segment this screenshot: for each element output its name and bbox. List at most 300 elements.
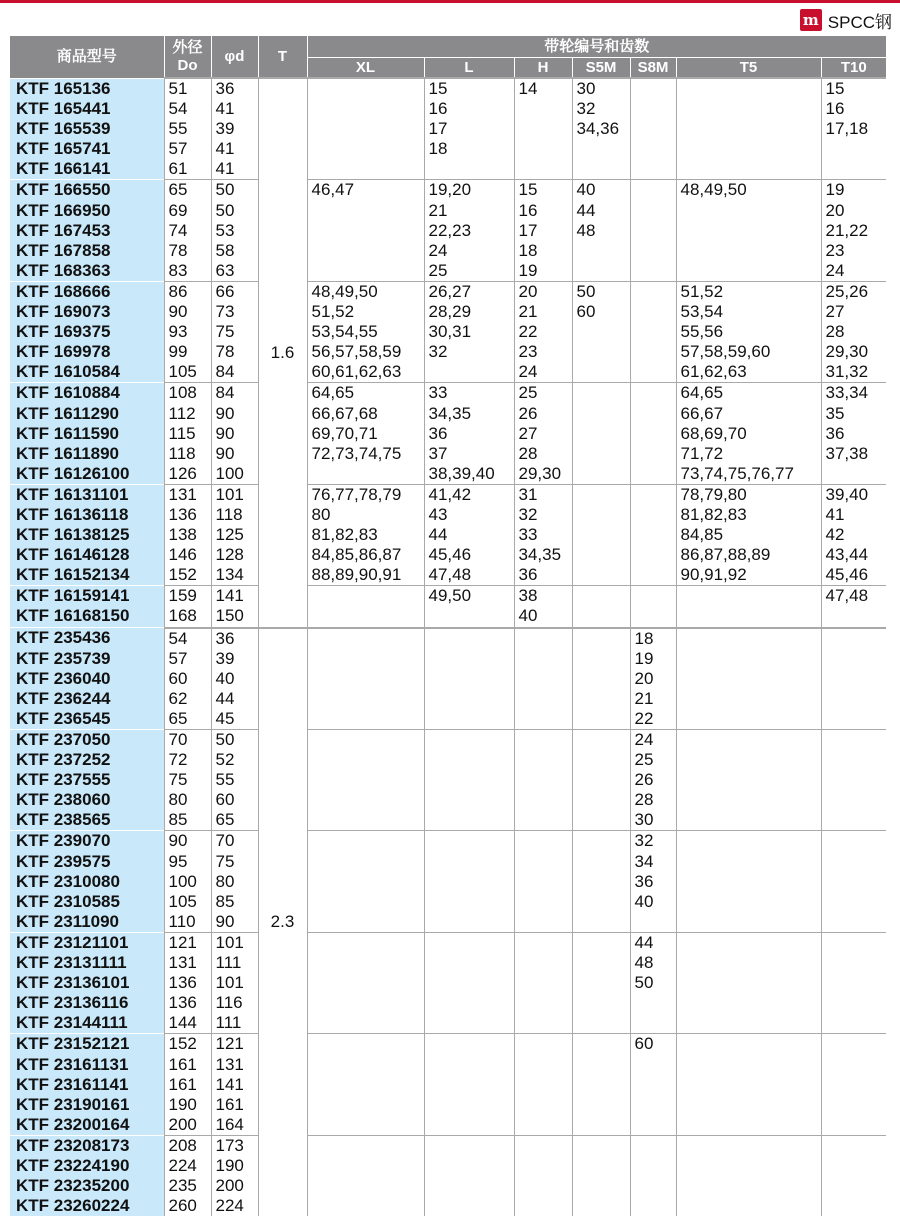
- outer-diameter-cell: 161: [164, 1055, 211, 1075]
- teeth-value: 44: [576, 200, 596, 220]
- bore-cell: 134: [211, 565, 258, 586]
- model-cell: KTF 1611890: [10, 444, 164, 464]
- outer-diameter-cell: 126: [164, 464, 211, 485]
- header-col-l: L: [424, 58, 514, 79]
- teeth-value: 15: [825, 79, 845, 98]
- teeth-value: 45,46: [825, 565, 869, 585]
- outer-diameter-cell: 80: [164, 790, 211, 810]
- outer-diameter-cell: 86: [164, 281, 211, 302]
- model-cell: KTF 169978: [10, 342, 164, 362]
- bore-cell: 111: [211, 953, 258, 973]
- model-cell: KTF 23224190: [10, 1156, 164, 1176]
- teeth-cell-xl: [307, 1034, 424, 1135]
- teeth-value: 27: [825, 302, 845, 322]
- bore-cell: 85: [211, 892, 258, 912]
- model-cell: KTF 23136101: [10, 973, 164, 993]
- outer-diameter-cell: 65: [164, 709, 211, 730]
- teeth-cell-t5: [676, 1034, 821, 1135]
- outer-diameter-cell: 100: [164, 872, 211, 892]
- table-row: [10, 1034, 886, 1055]
- model-cell: KTF 239070: [10, 831, 164, 852]
- teeth-value: 22: [634, 708, 654, 728]
- bore-cell: 128: [211, 545, 258, 565]
- model-cell: KTF 16126100: [10, 464, 164, 485]
- teeth-value: 49,50: [428, 586, 472, 606]
- teeth-value: 44: [634, 932, 654, 952]
- model-cell: KTF 16138125: [10, 525, 164, 545]
- outer-diameter-cell: 190: [164, 1095, 211, 1115]
- outer-diameter-cell: 99: [164, 342, 211, 362]
- outer-diameter-cell: 110: [164, 912, 211, 933]
- teeth-value: 29,30: [825, 342, 869, 362]
- model-cell: KTF 238565: [10, 810, 164, 831]
- teeth-cell-xl: [307, 586, 424, 628]
- teeth-value: 55,56: [680, 322, 724, 342]
- model-cell: KTF 23161141: [10, 1075, 164, 1095]
- teeth-cell-s8m: [630, 484, 676, 585]
- bore-cell: 60: [211, 790, 258, 810]
- outer-diameter-cell: 152: [164, 1034, 211, 1055]
- table-body: [10, 78, 886, 1216]
- outer-diameter-cell: 75: [164, 770, 211, 790]
- outer-diameter-cell: 55: [164, 119, 211, 139]
- outer-diameter-cell: 208: [164, 1135, 211, 1156]
- bore-cell: 116: [211, 993, 258, 1013]
- teeth-value: 81,82,83: [311, 525, 378, 545]
- teeth-value: 43,44: [825, 545, 869, 565]
- teeth-value: 64,65: [311, 383, 355, 403]
- teeth-value: 31,32: [825, 362, 869, 382]
- teeth-cell-h: [514, 281, 572, 382]
- outer-diameter-cell: 108: [164, 383, 211, 404]
- teeth-cell-s5m: [572, 484, 630, 585]
- teeth-value: 25: [428, 260, 448, 280]
- teeth-value: 28: [634, 790, 654, 810]
- teeth-value: 48: [576, 220, 596, 240]
- teeth-value: 24: [518, 362, 538, 382]
- bore-cell: 90: [211, 404, 258, 424]
- outer-diameter-cell: 95: [164, 852, 211, 872]
- teeth-value: 30: [576, 79, 596, 98]
- teeth-value: 23: [825, 240, 845, 260]
- teeth-cell-l: [424, 180, 514, 281]
- model-cell: KTF 23121101: [10, 932, 164, 953]
- brand-logo-icon: m: [800, 9, 822, 31]
- teeth-value: 18: [518, 240, 538, 260]
- teeth-value: 47,48: [428, 565, 472, 585]
- model-cell: KTF 166550: [10, 180, 164, 201]
- table-row: [10, 484, 886, 505]
- model-cell: KTF 2310080: [10, 872, 164, 892]
- model-cell: KTF 16159141: [10, 586, 164, 607]
- teeth-value: 73,74,75,76,77: [680, 463, 794, 483]
- outer-diameter-cell: 78: [164, 241, 211, 261]
- teeth-value: 88,89,90,91: [311, 565, 402, 585]
- teeth-cell-t10: [821, 484, 886, 585]
- model-cell: KTF 1610884: [10, 383, 164, 404]
- teeth-cell-h: [514, 1135, 572, 1216]
- teeth-value: 71,72: [680, 443, 724, 463]
- teeth-cell-xl: [307, 180, 424, 281]
- teeth-value: 30,31: [428, 322, 472, 342]
- model-cell: KTF 167858: [10, 241, 164, 261]
- model-cell: KTF 23152121: [10, 1034, 164, 1055]
- bore-cell: 39: [211, 119, 258, 139]
- bore-cell: 121: [211, 1034, 258, 1055]
- bore-cell: 84: [211, 383, 258, 404]
- teeth-value: 34,35: [428, 403, 472, 423]
- teeth-cell-t10: [821, 383, 886, 484]
- outer-diameter-cell: 54: [164, 628, 211, 649]
- model-cell: KTF 2311090: [10, 912, 164, 933]
- table-row: [10, 932, 886, 953]
- outer-diameter-cell: 161: [164, 1075, 211, 1095]
- teeth-value: 60: [634, 1034, 654, 1054]
- bore-cell: 100: [211, 464, 258, 485]
- teeth-value: 40: [634, 891, 654, 911]
- teeth-value: 41,42: [428, 484, 472, 504]
- header-col-s8m: S8M: [630, 58, 676, 79]
- teeth-value: 19: [634, 648, 654, 668]
- teeth-cell-l: [424, 831, 514, 932]
- teeth-value: 61,62,63: [680, 362, 747, 382]
- thickness-cell: 2.3: [258, 628, 307, 1217]
- bore-cell: 141: [211, 586, 258, 607]
- teeth-cell-l: [424, 932, 514, 1033]
- teeth-cell-xl: [307, 730, 424, 831]
- teeth-cell-xl: [307, 484, 424, 585]
- teeth-cell-s5m: [572, 180, 630, 281]
- teeth-value: 20: [825, 200, 845, 220]
- teeth-cell-t10: [821, 628, 886, 730]
- model-cell: KTF 23131111: [10, 953, 164, 973]
- bore-cell: 118: [211, 505, 258, 525]
- teeth-cell-h: [514, 932, 572, 1033]
- bore-cell: 53: [211, 221, 258, 241]
- outer-diameter-cell: 74: [164, 221, 211, 241]
- model-cell: KTF 235436: [10, 628, 164, 649]
- teeth-value: 19,20: [428, 180, 472, 200]
- bore-cell: 50: [211, 180, 258, 201]
- teeth-cell-s8m: [630, 730, 676, 831]
- teeth-cell-s8m: [630, 932, 676, 1033]
- bore-cell: 101: [211, 973, 258, 993]
- teeth-value: 22: [518, 322, 538, 342]
- teeth-value: 37: [428, 443, 448, 463]
- model-cell: KTF 239575: [10, 852, 164, 872]
- bore-cell: 141: [211, 1075, 258, 1095]
- model-cell: KTF 167453: [10, 221, 164, 241]
- bore-cell: 41: [211, 159, 258, 180]
- outer-diameter-cell: 112: [164, 404, 211, 424]
- model-cell: KTF 23190161: [10, 1095, 164, 1115]
- teeth-cell-h: [514, 628, 572, 730]
- teeth-value: 48: [634, 953, 654, 973]
- teeth-value: 36: [634, 871, 654, 891]
- outer-diameter-cell: 57: [164, 649, 211, 669]
- bore-cell: 75: [211, 322, 258, 342]
- model-cell: KTF 168666: [10, 281, 164, 302]
- teeth-value: 50: [576, 281, 596, 301]
- teeth-cell-l: [424, 628, 514, 730]
- model-cell: KTF 165741: [10, 139, 164, 159]
- teeth-value: 50: [634, 973, 654, 993]
- teeth-value: 20: [518, 281, 538, 301]
- bore-cell: 131: [211, 1055, 258, 1075]
- header-pulley-group: 带轮编号和齿数: [307, 36, 886, 58]
- header-col-h: H: [514, 58, 572, 79]
- outer-diameter-cell: 138: [164, 525, 211, 545]
- outer-diameter-cell: 72: [164, 750, 211, 770]
- bore-cell: 78: [211, 342, 258, 362]
- teeth-value: 32: [518, 504, 538, 524]
- bore-cell: 41: [211, 99, 258, 119]
- bore-cell: 44: [211, 689, 258, 709]
- table-row: [10, 78, 886, 99]
- bore-cell: 75: [211, 852, 258, 872]
- teeth-value: 84,85: [680, 525, 724, 545]
- teeth-value: 90,91,92: [680, 565, 747, 585]
- model-cell: KTF 169375: [10, 322, 164, 342]
- model-cell: KTF 2310585: [10, 892, 164, 912]
- material-label: SPCC钢: [827, 12, 892, 32]
- teeth-value: 25,26: [825, 281, 869, 301]
- teeth-value: 40: [576, 180, 596, 200]
- teeth-value: 28: [825, 322, 845, 342]
- teeth-value: 17,18: [825, 119, 869, 139]
- bore-cell: 70: [211, 831, 258, 852]
- model-cell: KTF 237050: [10, 730, 164, 751]
- outer-diameter-cell: 260: [164, 1196, 211, 1216]
- table-row: [10, 831, 886, 852]
- header-col-t10: T10: [821, 58, 886, 79]
- outer-diameter-cell: 131: [164, 484, 211, 505]
- teeth-value: 66,67,68: [311, 403, 378, 423]
- teeth-value: 31: [518, 484, 538, 504]
- outer-diameter-cell: 51: [164, 78, 211, 99]
- teeth-cell-xl: [307, 932, 424, 1033]
- teeth-value: 29,30: [518, 463, 562, 483]
- model-cell: KTF 23235200: [10, 1176, 164, 1196]
- teeth-value: 40: [518, 606, 538, 626]
- teeth-value: 15: [518, 180, 538, 200]
- pulley-spec-table: [10, 36, 886, 1216]
- teeth-value: 33: [518, 525, 538, 545]
- teeth-value: 28,29: [428, 302, 472, 322]
- teeth-cell-t5: [676, 484, 821, 585]
- table-row: [10, 281, 886, 302]
- bore-cell: 161: [211, 1095, 258, 1115]
- bore-cell: 190: [211, 1156, 258, 1176]
- model-cell: KTF 238060: [10, 790, 164, 810]
- teeth-cell-s5m: [572, 78, 630, 180]
- teeth-cell-s5m: [572, 1135, 630, 1216]
- teeth-cell-t5: [676, 628, 821, 730]
- teeth-value: 43: [428, 504, 448, 524]
- bore-cell: 41: [211, 139, 258, 159]
- teeth-value: 37,38: [825, 443, 869, 463]
- teeth-value: 38: [518, 586, 538, 606]
- teeth-value: 48,49,50: [311, 281, 378, 301]
- outer-diameter-cell: 144: [164, 1013, 211, 1034]
- teeth-value: 16: [428, 99, 448, 119]
- model-cell: KTF 16168150: [10, 606, 164, 627]
- teeth-value: 53,54,55: [311, 322, 378, 342]
- outer-diameter-cell: 136: [164, 973, 211, 993]
- teeth-value: 76,77,78,79: [311, 484, 402, 504]
- outer-diameter-cell: 105: [164, 892, 211, 912]
- teeth-cell-h: [514, 78, 572, 180]
- teeth-value: 32: [428, 342, 448, 362]
- model-cell: KTF 23208173: [10, 1135, 164, 1156]
- teeth-value: 64,65: [680, 383, 724, 403]
- teeth-cell-t5: [676, 831, 821, 932]
- teeth-cell-l: [424, 383, 514, 484]
- bore-cell: 173: [211, 1135, 258, 1156]
- model-cell: KTF 16131101: [10, 484, 164, 505]
- outer-diameter-cell: 105: [164, 362, 211, 383]
- teeth-value: 57,58,59,60: [680, 342, 771, 362]
- table-row: [10, 730, 886, 751]
- teeth-value: 69,70,71: [311, 423, 378, 443]
- teeth-value: 17: [518, 220, 538, 240]
- teeth-value: 21: [428, 200, 448, 220]
- teeth-value: 42: [825, 525, 845, 545]
- teeth-cell-xl: [307, 78, 424, 180]
- bore-cell: 111: [211, 1013, 258, 1034]
- model-cell: KTF 1611590: [10, 424, 164, 444]
- teeth-value: 14: [518, 79, 538, 98]
- bore-cell: 164: [211, 1115, 258, 1136]
- bore-cell: 125: [211, 525, 258, 545]
- teeth-value: 23: [518, 342, 538, 362]
- outer-diameter-cell: 118: [164, 444, 211, 464]
- bore-cell: 101: [211, 484, 258, 505]
- bore-cell: 66: [211, 281, 258, 302]
- teeth-cell-xl: [307, 1135, 424, 1216]
- outer-diameter-cell: 224: [164, 1156, 211, 1176]
- model-cell: KTF 166141: [10, 159, 164, 180]
- table-row: [10, 586, 886, 607]
- outer-diameter-cell: 168: [164, 606, 211, 627]
- outer-diameter-cell: 136: [164, 505, 211, 525]
- table-row: [10, 628, 886, 649]
- bore-cell: 50: [211, 201, 258, 221]
- teeth-value: 78,79,80: [680, 484, 747, 504]
- top-accent-line: [0, 0, 900, 3]
- model-cell: KTF 16152134: [10, 565, 164, 586]
- model-cell: KTF 23144111: [10, 1013, 164, 1034]
- outer-diameter-cell: 131: [164, 953, 211, 973]
- bore-cell: 58: [211, 241, 258, 261]
- teeth-cell-t5: [676, 586, 821, 628]
- teeth-cell-t5: [676, 78, 821, 180]
- outer-diameter-cell: 121: [164, 932, 211, 953]
- model-cell: KTF 237555: [10, 770, 164, 790]
- outer-diameter-cell: 93: [164, 322, 211, 342]
- table-row: [10, 180, 886, 201]
- header-col-t5: T5: [676, 58, 821, 79]
- outer-diameter-cell: 159: [164, 586, 211, 607]
- teeth-value: 26: [518, 403, 538, 423]
- teeth-cell-h: [514, 383, 572, 484]
- teeth-cell-s8m: [630, 1034, 676, 1135]
- outer-diameter-cell: 54: [164, 99, 211, 119]
- model-cell: KTF 165441: [10, 99, 164, 119]
- teeth-cell-t10: [821, 281, 886, 382]
- teeth-cell-t10: [821, 1034, 886, 1135]
- teeth-cell-h: [514, 1034, 572, 1135]
- teeth-value: 19: [518, 260, 538, 280]
- teeth-value: 28: [518, 443, 538, 463]
- teeth-cell-s5m: [572, 383, 630, 484]
- teeth-value: 34,35: [518, 545, 562, 565]
- teeth-value: 24: [825, 260, 845, 280]
- teeth-cell-xl: [307, 628, 424, 730]
- header-outer-diameter: 外径 Do: [164, 36, 211, 78]
- teeth-cell-xl: [307, 383, 424, 484]
- header-model: 商品型号: [10, 36, 164, 78]
- teeth-cell-s8m: [630, 281, 676, 382]
- model-cell: KTF 237252: [10, 750, 164, 770]
- teeth-cell-s8m: [630, 383, 676, 484]
- teeth-cell-t10: [821, 831, 886, 932]
- teeth-value: 86,87,88,89: [680, 545, 771, 565]
- teeth-cell-t5: [676, 932, 821, 1033]
- outer-diameter-cell: 90: [164, 302, 211, 322]
- teeth-value: 15: [428, 79, 448, 98]
- teeth-value: 25: [518, 383, 538, 403]
- model-cell: KTF 23161131: [10, 1055, 164, 1075]
- model-cell: KTF 23136116: [10, 993, 164, 1013]
- model-cell: KTF 1610584: [10, 362, 164, 383]
- teeth-value: 51,52: [680, 281, 724, 301]
- bore-cell: 63: [211, 261, 258, 282]
- teeth-value: 72,73,74,75: [311, 443, 402, 463]
- bore-cell: 55: [211, 770, 258, 790]
- teeth-cell-s5m: [572, 628, 630, 730]
- teeth-value: 56,57,58,59: [311, 342, 402, 362]
- teeth-cell-s5m: [572, 281, 630, 382]
- model-cell: KTF 236244: [10, 689, 164, 709]
- outer-diameter-cell: 235: [164, 1176, 211, 1196]
- teeth-value: 68,69,70: [680, 423, 747, 443]
- teeth-value: 44: [428, 525, 448, 545]
- teeth-value: 48,49,50: [680, 180, 747, 200]
- teeth-cell-s5m: [572, 1034, 630, 1135]
- teeth-value: 46,47: [311, 180, 355, 200]
- teeth-cell-l: [424, 281, 514, 382]
- teeth-cell-t10: [821, 586, 886, 628]
- teeth-cell-t10: [821, 730, 886, 831]
- teeth-value: 81,82,83: [680, 504, 747, 524]
- teeth-cell-t10: [821, 1135, 886, 1216]
- teeth-value: 39,40: [825, 484, 869, 504]
- teeth-cell-l: [424, 1034, 514, 1135]
- outer-diameter-cell: 146: [164, 545, 211, 565]
- teeth-cell-s8m: [630, 586, 676, 628]
- teeth-value: 18: [634, 628, 654, 648]
- teeth-cell-s5m: [572, 831, 630, 932]
- teeth-cell-t5: [676, 383, 821, 484]
- teeth-value: 17: [428, 119, 448, 139]
- teeth-cell-l: [424, 730, 514, 831]
- bore-cell: 101: [211, 932, 258, 953]
- header-bore: φd: [211, 36, 258, 78]
- bore-cell: 90: [211, 912, 258, 933]
- outer-diameter-cell: 200: [164, 1115, 211, 1136]
- teeth-value: 53,54: [680, 302, 724, 322]
